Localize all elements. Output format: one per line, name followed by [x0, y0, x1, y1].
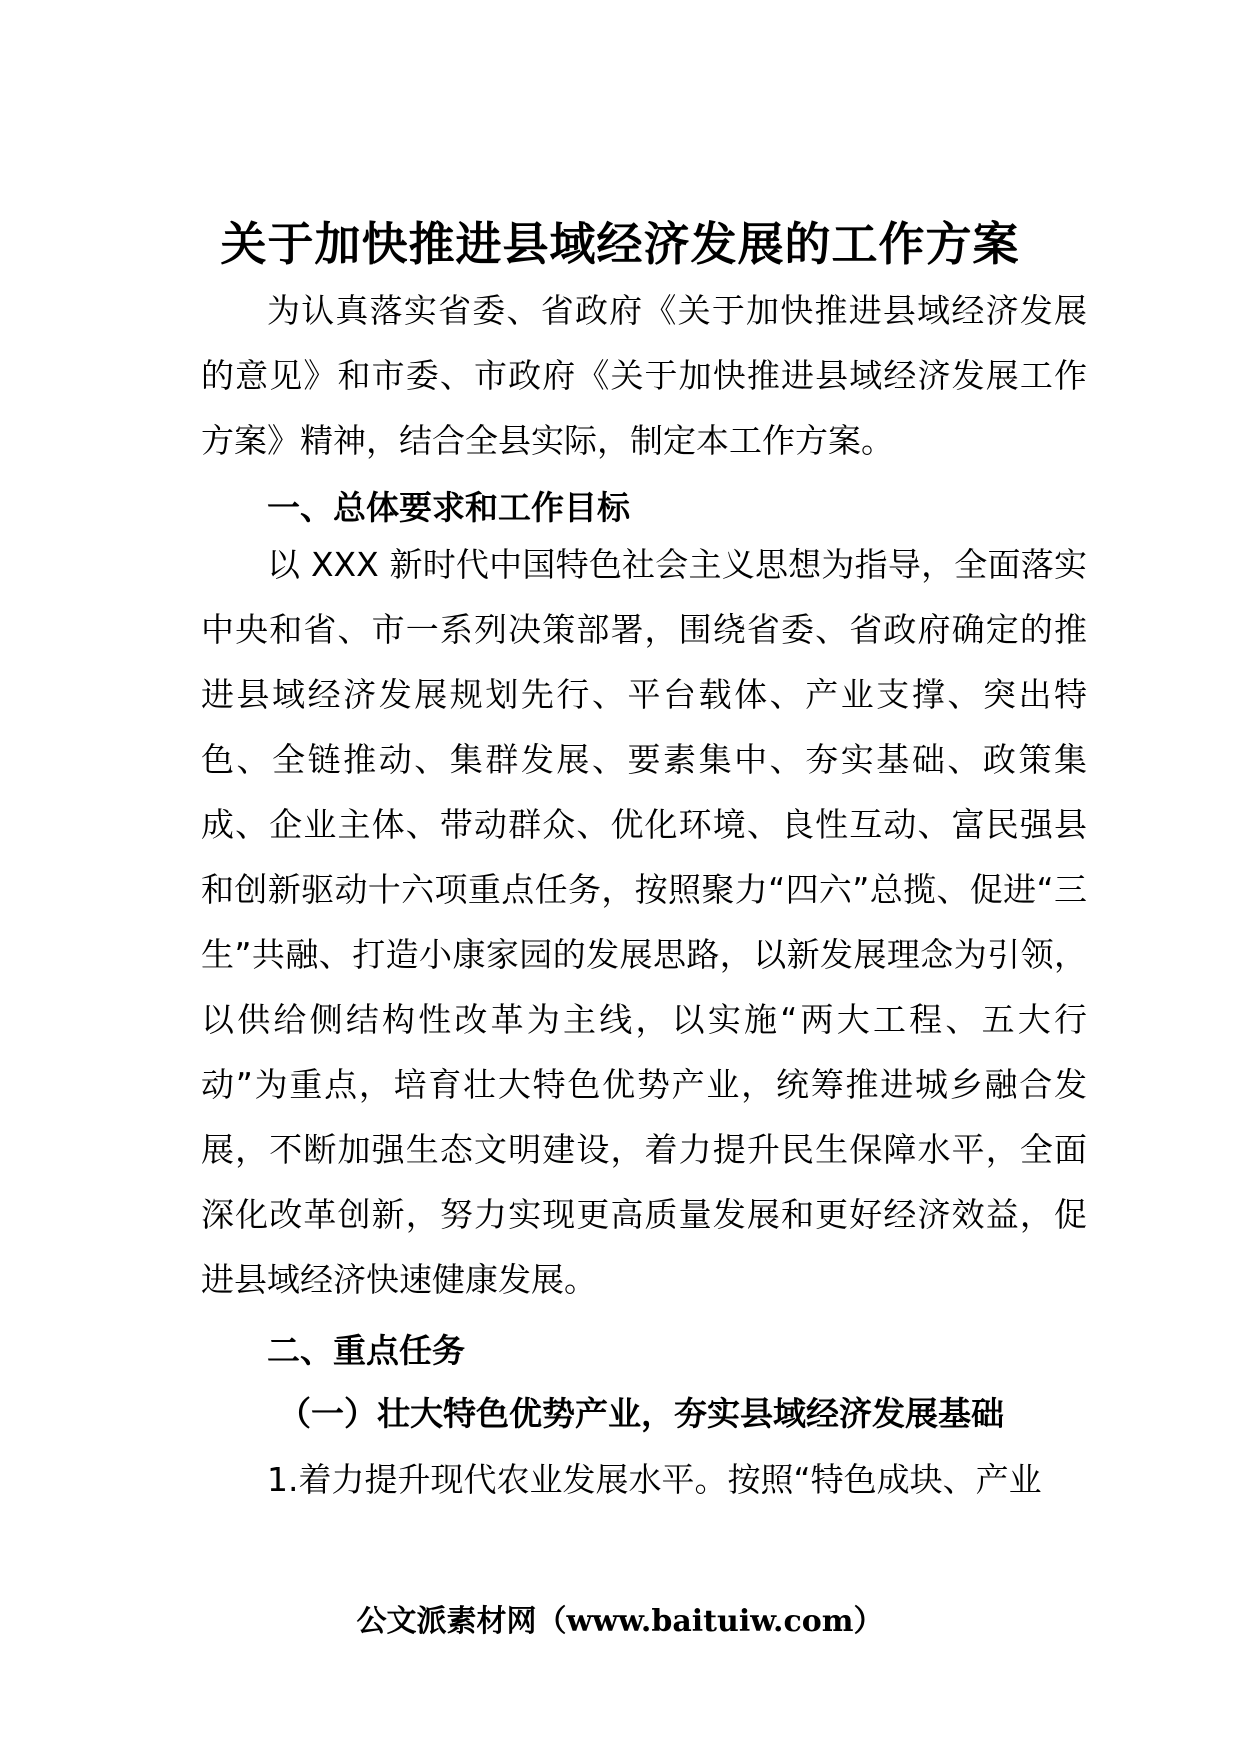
item-1-text: 1.着力提升现代农业发展水平。按照“特色成块、产业: [267, 1460, 1042, 1499]
footer-watermark: 公文派素材网（www.baituiw.com）: [356, 1604, 884, 1639]
subsection-1-heading: （一）壮大特色优势产业，夯实县域经济发展基础: [278, 1394, 1004, 1433]
section-2-heading: 二、重点任务: [267, 1331, 465, 1370]
section-1-heading: 一、总体要求和工作目标: [267, 488, 630, 527]
section-1-paragraph: 以 XXX 新时代中国特色社会主义思想为指导，全面落实中央和省、市一系列决策部署，围绕省委、省政府确定的推进县域经济发展规划先行、平台载体、产业支撑、突出特色、全链推动、集群发展、要素集中、夯实基础、政策集成、企业主体、带动群众、优化环境、良性互动、富民强县和创新驱动十六项重点任务，按照聚力“四六”总揽、促进“三生”共融、打造小康家园的发展思路，以新发展理念为引领，以供给侧结构性改革为主线，以实施“两大工程、五大行动”为重点，培育壮大特色优势产业，统筹推进城乡融合发展，不断加强生态文明建设，着力提升民生保障水平，全面深化改革创新，努力实现更高质量发展和更好经济效益，促进县域经济快速健康发展。: [201, 545, 1087, 1299]
intro-paragraph: 为认真落实省委、省政府《关于加快推进县域经济发展的意见》和市委、市政府《关于加快推进县域经济发展工作方案》精神，结合全县实际，制定本工作方案。: [201, 291, 1087, 460]
document-title: 关于加快推进县域经济发展的工作方案: [220, 217, 1020, 271]
